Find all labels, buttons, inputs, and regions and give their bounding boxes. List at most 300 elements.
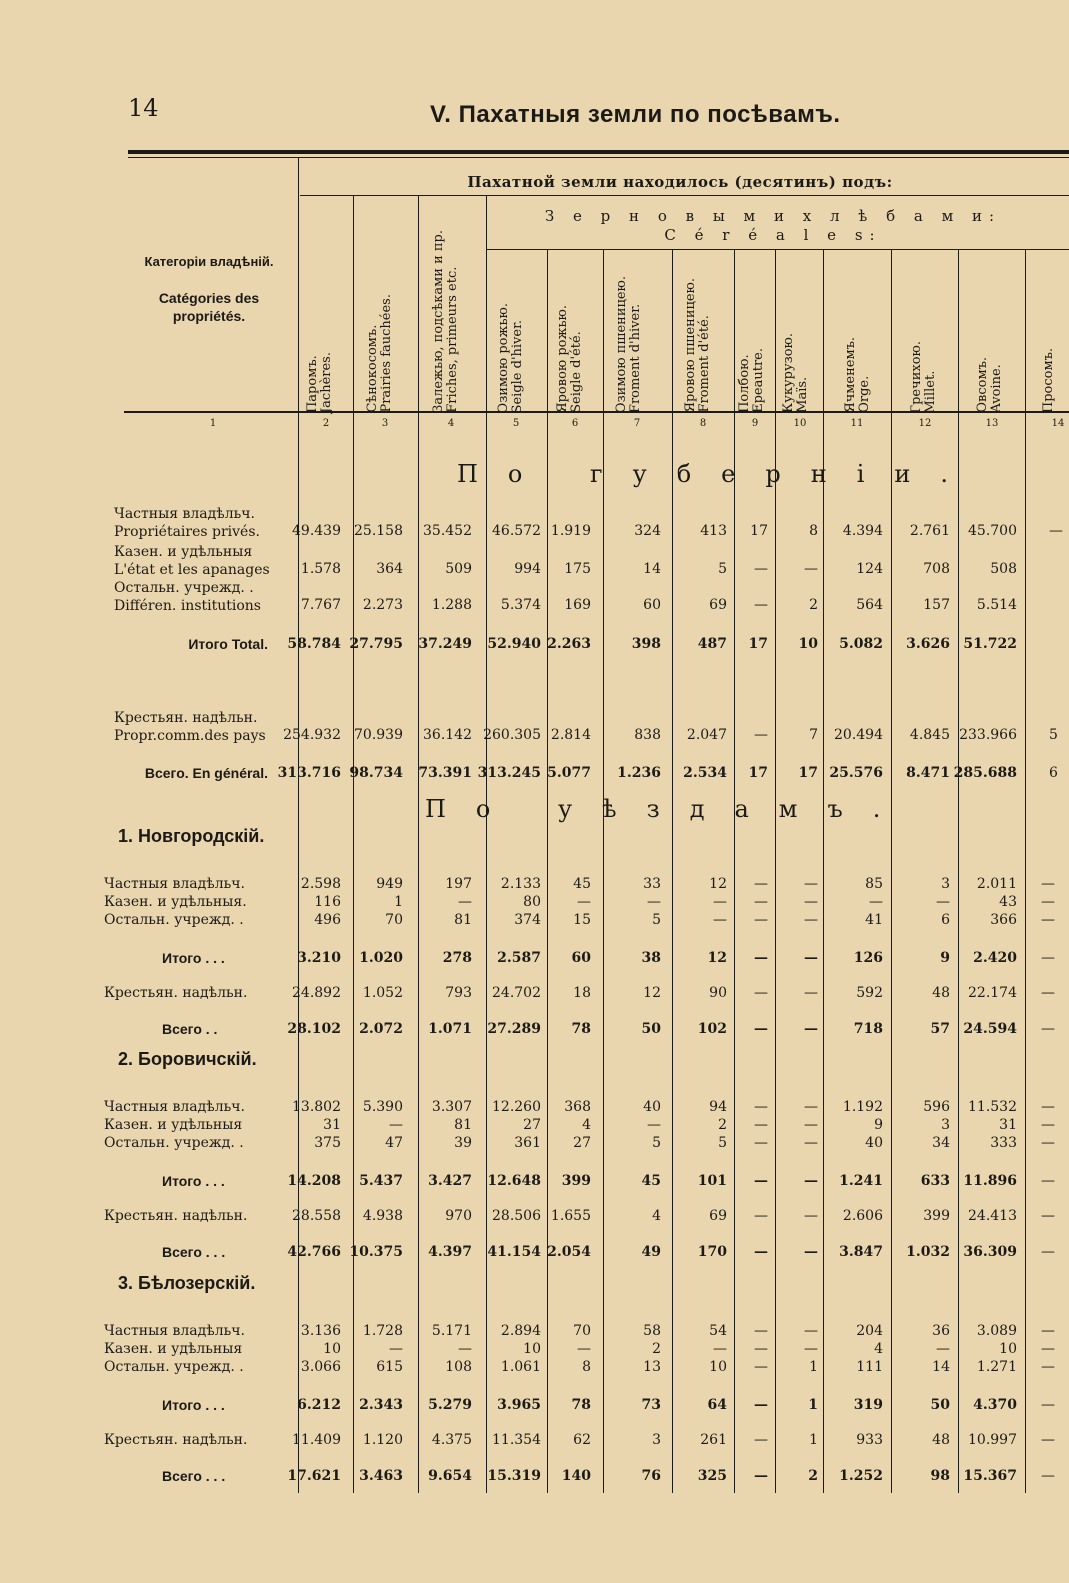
table-cell: — [936, 1341, 950, 1357]
table-cell: — [804, 1341, 818, 1357]
table-cell: 1.052 [362, 985, 403, 1001]
table-cell: 90 [709, 985, 727, 1001]
table-cell: 20.494 [834, 727, 883, 743]
table-cell: 15.367 [963, 1468, 1017, 1484]
table-cell: 5.390 [362, 1099, 403, 1115]
page-number: 14 [128, 94, 159, 122]
table-cell: 8.471 [906, 765, 950, 781]
table-cell: — [804, 894, 818, 910]
table-cell: 10.375 [349, 1244, 403, 1260]
table-cell: 12 [709, 876, 727, 892]
table-cell: 2.047 [686, 727, 727, 743]
table-cell: — [713, 912, 727, 928]
table-cell: — [713, 1341, 727, 1357]
table-cell: 28.102 [287, 1021, 341, 1037]
table-cell: 78 [571, 1021, 591, 1037]
table-cell: 3.066 [300, 1359, 341, 1375]
table-cell: 5 [718, 1135, 727, 1151]
table-cell: 3 [941, 876, 950, 892]
table-cell: 35.452 [423, 523, 472, 539]
table-cell: 28.506 [492, 1208, 541, 1224]
table-cell: — [804, 1099, 818, 1115]
table-cell: 45 [641, 1173, 661, 1189]
table-cell: 592 [856, 985, 883, 1001]
table-cell: — [804, 912, 818, 928]
table-cell: 2 [718, 1117, 727, 1133]
table-cell: — [804, 1173, 818, 1189]
table-cell: 27 [523, 1117, 541, 1133]
colhead-14: Просомъ. [1041, 347, 1056, 413]
table-cell: 98.734 [349, 765, 403, 781]
table-cell: 31 [999, 1117, 1017, 1133]
table-cell: — [754, 597, 768, 613]
row-label: Всего. En général. [144, 765, 268, 781]
table-cell: — [804, 1021, 818, 1037]
table-cell: — [389, 1341, 403, 1357]
table-cell: 85 [865, 876, 883, 892]
table-cell: 15 [573, 912, 591, 928]
table-cell: 9 [874, 1117, 883, 1133]
table-cell: — [1041, 1397, 1055, 1413]
table-cell: 413 [700, 523, 727, 539]
table-cell: 319 [853, 1397, 883, 1413]
table-cell: 10 [709, 1359, 727, 1375]
table-cell: 2 [808, 1468, 818, 1484]
table-cell: 62 [573, 1432, 591, 1448]
col-divider [823, 250, 824, 1493]
col-divider [734, 250, 735, 1493]
table-cell: 1.192 [842, 1099, 883, 1115]
table-cell: 1.120 [362, 1432, 403, 1448]
row-label-ru: Остальн. учрежд. . [114, 580, 254, 596]
table-cell: 52.940 [487, 636, 541, 652]
table-cell: 116 [314, 894, 341, 910]
table-cell: 24.413 [968, 1208, 1017, 1224]
table-cell: 76 [641, 1468, 661, 1484]
table-cell: 4 [652, 1208, 661, 1224]
table-cell: 2.133 [500, 876, 541, 892]
table-cell: 27 [573, 1135, 591, 1151]
table-cell: 10.997 [968, 1432, 1017, 1448]
colnum-10: 10 [793, 418, 807, 429]
table-cell: — [1041, 1135, 1055, 1151]
table-cell: — [936, 894, 950, 910]
table-cell: — [1041, 950, 1055, 966]
table-cell: — [754, 1244, 768, 1260]
table-cell: 596 [923, 1099, 950, 1115]
table-cell: 5.171 [431, 1323, 472, 1339]
table-cell: — [577, 1341, 591, 1357]
row-label: Итого . . . [162, 950, 225, 966]
table-cell: 6 [941, 912, 950, 928]
table-cell: 58 [643, 1323, 661, 1339]
table-cell: 3 [652, 1432, 661, 1448]
row-label: Частныя владѣльч. [104, 876, 245, 892]
table-cell: 718 [853, 1021, 883, 1037]
table-cell: 98 [930, 1468, 950, 1484]
table-cell: 45 [573, 876, 591, 892]
colnum-4: 4 [447, 418, 455, 429]
table-cell: 3.626 [906, 636, 950, 652]
row-label-ru: Крестьян. надѣльн. [114, 710, 258, 726]
table-cell: — [1041, 1341, 1055, 1357]
table-cell: 36.142 [423, 727, 472, 743]
table-cell: 5 [1049, 727, 1058, 743]
table-cell: 69 [709, 597, 727, 613]
table-cell: 633 [920, 1173, 950, 1189]
table-cell: — [647, 1117, 661, 1133]
row-label: Казен. и удѣльныя [104, 1117, 243, 1133]
colnum-5: 5 [512, 418, 520, 429]
colhead-4: Залежью, подсѣками и пр. Friches, primeurs etc. [431, 230, 460, 413]
table-cell: 12 [707, 950, 727, 966]
table-cell: 2.273 [362, 597, 403, 613]
table-cell: 157 [923, 597, 950, 613]
table-cell: 3.965 [497, 1397, 541, 1413]
table-cell: 4.845 [909, 727, 950, 743]
table-cell: 3 [941, 1117, 950, 1133]
table-cell: 8 [809, 523, 818, 539]
colnum-7: 7 [633, 418, 641, 429]
colhead-13: Овсомъ. Avoine. [975, 357, 1004, 413]
table-cell: 73 [641, 1397, 661, 1413]
table-cell: 5 [652, 912, 661, 928]
table-cell: 5.437 [359, 1173, 403, 1189]
table-cell: — [754, 1173, 768, 1189]
table-cell: 50 [641, 1021, 661, 1037]
table-cell: 22.174 [968, 985, 1017, 1001]
row-label-fr: Différen. institutions [114, 598, 261, 614]
table-cell: 1.919 [550, 523, 591, 539]
table-cell: 2.072 [359, 1021, 403, 1037]
table-cell: — [804, 985, 818, 1001]
table-cell: 2.534 [683, 765, 727, 781]
table-cell: 6 [1049, 765, 1058, 781]
table-cell: 70 [385, 912, 403, 928]
colhead-8: Яровою пшеницею. Froment d'été. [683, 278, 712, 413]
table-cell: 24.702 [492, 985, 541, 1001]
table-cell: 5 [652, 1135, 661, 1151]
table-cell: — [754, 1397, 768, 1413]
row-label-fr: Propr.comm.des pays [114, 728, 266, 744]
table-cell: 140 [561, 1468, 591, 1484]
table-cell: — [804, 950, 818, 966]
row-label: Всего . . . [162, 1244, 226, 1260]
table-cell: — [754, 1021, 768, 1037]
table-cell: 2 [809, 597, 818, 613]
table-cell: 60 [643, 597, 661, 613]
table-cell: 1 [394, 894, 403, 910]
table-cell: 508 [990, 561, 1017, 577]
colhead-6: Яровою рожью. Seigle d'été. [555, 305, 584, 413]
table-cell: 1.578 [300, 561, 341, 577]
table-cell: 10 [999, 1341, 1017, 1357]
table-cell: 37.249 [418, 636, 472, 652]
table-cell: 13 [643, 1359, 661, 1375]
table-cell: 10 [523, 1341, 541, 1357]
table-cell: 57 [930, 1021, 950, 1037]
table-cell: 36 [932, 1323, 950, 1339]
row-label: Казен. и удѣльныя [104, 1341, 243, 1357]
table-cell: 2.343 [359, 1397, 403, 1413]
colnum-12: 12 [918, 418, 932, 429]
table-cell: — [1041, 894, 1055, 910]
table-cell: 361 [514, 1135, 541, 1151]
table-cell: 2 [652, 1341, 661, 1357]
table-cell: 12.648 [487, 1173, 541, 1189]
row-label-fr: Propriétaires privés. [114, 524, 260, 540]
table-cell: 39 [454, 1135, 472, 1151]
row-label: Итого . . . [162, 1397, 225, 1413]
table-cell: — [1041, 1021, 1055, 1037]
table-cell: 25.158 [354, 523, 403, 539]
table-cell: 4.375 [431, 1432, 472, 1448]
table-cell: 398 [631, 636, 661, 652]
table-cell: 28.558 [292, 1208, 341, 1224]
table-cell: 18 [573, 985, 591, 1001]
table-cell: 11.409 [292, 1432, 341, 1448]
table-cell: 970 [445, 1208, 472, 1224]
table-cell: 1.236 [617, 765, 661, 781]
table-cell: 1.241 [839, 1173, 883, 1189]
table-cell: 4 [874, 1341, 883, 1357]
table-cell: — [869, 894, 883, 910]
table-cell: — [1041, 1323, 1055, 1339]
colhead-2: Паромъ. Jachères. [305, 351, 334, 413]
table-cell: 374 [514, 912, 541, 928]
col-divider [418, 196, 419, 1493]
row-label-ru: Казен. и удѣльныя [114, 544, 253, 560]
category-header-ru: Категоріи владѣній. [144, 254, 274, 269]
table-cell: 11.354 [492, 1432, 541, 1448]
table-cell: 3.463 [359, 1468, 403, 1484]
top-rule-thin [128, 157, 1069, 158]
table-cell: 1.032 [906, 1244, 950, 1260]
table-cell: — [754, 727, 768, 743]
table-cell: — [754, 950, 768, 966]
table-cell: 33 [643, 876, 661, 892]
table-cell: 51.722 [963, 636, 1017, 652]
row-label: Итого . . . [162, 1173, 225, 1189]
table-cell: — [754, 912, 768, 928]
row-label-ru: Частныя владѣльч. [114, 506, 255, 522]
table-cell: 4.397 [428, 1244, 472, 1260]
table-cell: 64 [707, 1397, 727, 1413]
table-cell: 3.136 [300, 1323, 341, 1339]
table-cell: 3.307 [431, 1099, 472, 1115]
table-cell: — [804, 1244, 818, 1260]
table-cell: 1.655 [550, 1208, 591, 1224]
table-cell: 1.271 [976, 1359, 1017, 1375]
table-cell: 11.896 [963, 1173, 1017, 1189]
table-cell: — [1041, 1099, 1055, 1115]
colhead-7: Озимою пшеницею. Froment d'hiver. [614, 275, 643, 413]
table-cell: 368 [564, 1099, 591, 1115]
table-cell: 31 [323, 1117, 341, 1133]
table-cell: 9 [940, 950, 950, 966]
table-cell: 170 [697, 1244, 727, 1260]
table-cell: 4.394 [842, 523, 883, 539]
row-label: Остальн. учрежд. . [104, 912, 244, 928]
district-name: 1. Новгородскій. [118, 826, 265, 846]
table-cell: 1.288 [431, 597, 472, 613]
table-cell: — [647, 894, 661, 910]
district-name: 3. Бѣлозерскій. [118, 1273, 256, 1293]
table-cell: 1.020 [359, 950, 403, 966]
col-divider [547, 250, 548, 1493]
table-cell: 325 [697, 1468, 727, 1484]
table-cell: — [804, 1208, 818, 1224]
colnum-8: 8 [699, 418, 707, 429]
table-cell: — [804, 1135, 818, 1151]
table-cell: — [1041, 1359, 1055, 1375]
table-cell: 5.279 [428, 1397, 472, 1413]
table-cell: 1.728 [362, 1323, 403, 1339]
table-cell: — [754, 876, 768, 892]
table-cell: — [1041, 876, 1055, 892]
row-label: Всего . . [162, 1021, 218, 1037]
table-cell: 333 [990, 1135, 1017, 1151]
table-cell: 40 [865, 1135, 883, 1151]
table-cell: 2.263 [547, 636, 591, 652]
col-divider [891, 250, 892, 1493]
table-cell: 1 [809, 1432, 818, 1448]
table-cell: 399 [923, 1208, 950, 1224]
table-cell: 69 [709, 1208, 727, 1224]
top-rule [128, 150, 1069, 154]
table-cell: 1 [808, 1397, 818, 1413]
table-cell: 54 [709, 1323, 727, 1339]
category-header-fr: Catégories des propriétés. [158, 290, 260, 324]
table-cell: 48 [932, 1432, 950, 1448]
table-cell: 13.802 [292, 1099, 341, 1115]
col-divider [775, 250, 776, 1493]
table-cell: 175 [564, 561, 591, 577]
table-cell: 2.587 [497, 950, 541, 966]
section-uezd: По уѣздамъ. [425, 795, 911, 823]
table-cell: 17.621 [287, 1468, 341, 1484]
table-cell: 2.054 [547, 1244, 591, 1260]
row-label: Крестьян. надѣльн. [104, 1208, 248, 1224]
table-cell: — [754, 1208, 768, 1224]
table-cell: — [1041, 912, 1055, 928]
district-name: 2. Боровичскій. [118, 1049, 257, 1069]
table-cell: 1.061 [500, 1359, 541, 1375]
table-cell: 42.766 [287, 1244, 341, 1260]
table-cell: 487 [697, 636, 727, 652]
table-cell: 101 [697, 1173, 727, 1189]
table-cell: 80 [523, 894, 541, 910]
table-cell: 933 [856, 1432, 883, 1448]
header-cereals-ru: З е р н о в ы м и х л ѣ б а м и: [544, 207, 1002, 225]
table-cell: 5.374 [500, 597, 541, 613]
table-cell: — [1041, 1208, 1055, 1224]
table-cell: 48 [932, 985, 950, 1001]
table-cell: 12 [643, 985, 661, 1001]
cereals-rule [486, 249, 1069, 250]
table-cell: 1 [809, 1359, 818, 1375]
table-cell: 2.894 [500, 1323, 541, 1339]
table-cell: 2.598 [300, 876, 341, 892]
page-title: V. Пахатныя земли по посѣвамъ. [430, 101, 841, 128]
colhead-12: Гречихою. Millet. [909, 340, 938, 413]
table-cell: 14 [932, 1359, 950, 1375]
table-cell: 5 [718, 561, 727, 577]
colnum-2: 2 [322, 418, 330, 429]
table-cell: — [713, 894, 727, 910]
table-cell: 78 [571, 1397, 591, 1413]
colnum-3: 3 [381, 418, 389, 429]
table-cell: 4.370 [973, 1397, 1017, 1413]
table-cell: 10 [798, 636, 818, 652]
table-cell: 838 [634, 727, 661, 743]
table-cell: 111 [856, 1359, 883, 1375]
table-cell: 17 [798, 765, 818, 781]
colhead-9: Полбою. Epeautre. [737, 348, 766, 413]
colnum-9: 9 [751, 418, 759, 429]
table-cell: — [458, 1341, 472, 1357]
header-main: Пахатной земли находилось (десятинъ) подъ: [467, 173, 893, 191]
table-cell: 17 [748, 636, 768, 652]
table-cell: 10 [323, 1341, 341, 1357]
col-divider [603, 250, 604, 1493]
table-cell: 94 [709, 1099, 727, 1115]
table-cell: 6.212 [297, 1397, 341, 1413]
table-cell: — [458, 894, 472, 910]
table-cell: — [754, 561, 768, 577]
table-cell: 324 [634, 523, 661, 539]
table-cell: 2.011 [976, 876, 1017, 892]
table-cell: 25.576 [829, 765, 883, 781]
table-cell: 2.420 [973, 950, 1017, 966]
table-cell: — [754, 1117, 768, 1133]
table-cell: — [754, 1099, 768, 1115]
table-cell: — [804, 1117, 818, 1133]
table-cell: 11.532 [968, 1099, 1017, 1115]
table-cell: 34 [932, 1135, 950, 1151]
table-cell: 2.814 [550, 727, 591, 743]
table-cell: 41.154 [487, 1244, 541, 1260]
table-cell: 399 [561, 1173, 591, 1189]
header-mid-rule [300, 195, 1069, 196]
table-cell: 4 [582, 1117, 591, 1133]
table-cell: 8 [582, 1359, 591, 1375]
row-label: Крестьян. надѣльн. [104, 985, 248, 1001]
table-cell: 73.391 [418, 765, 472, 781]
section-gubernia: По губерніи. [457, 460, 979, 488]
table-cell: 46.572 [492, 523, 541, 539]
table-cell: 24.594 [963, 1021, 1017, 1037]
table-cell: 27.289 [487, 1021, 541, 1037]
row-label: Крестьян. надѣльн. [104, 1432, 248, 1448]
row-label: Частныя владѣльч. [104, 1323, 245, 1339]
header-cereals [486, 207, 1060, 245]
table-cell: 81 [454, 912, 472, 928]
row-label: Всего . . . [162, 1468, 226, 1484]
table-cell: 949 [376, 876, 403, 892]
table-cell: 14.208 [287, 1173, 341, 1189]
table-cell: 9.654 [428, 1468, 472, 1484]
table-cell: 60 [571, 950, 591, 966]
table-cell: 14 [643, 561, 661, 577]
table-cell: 40 [643, 1099, 661, 1115]
table-cell: — [1041, 1173, 1055, 1189]
table-cell: 169 [564, 597, 591, 613]
table-cell: 41 [865, 912, 883, 928]
colhead-3: Сѣнокосомъ. Prairies fauchées. [365, 294, 394, 413]
table-cell: 375 [314, 1135, 341, 1151]
table-cell: 1.071 [428, 1021, 472, 1037]
